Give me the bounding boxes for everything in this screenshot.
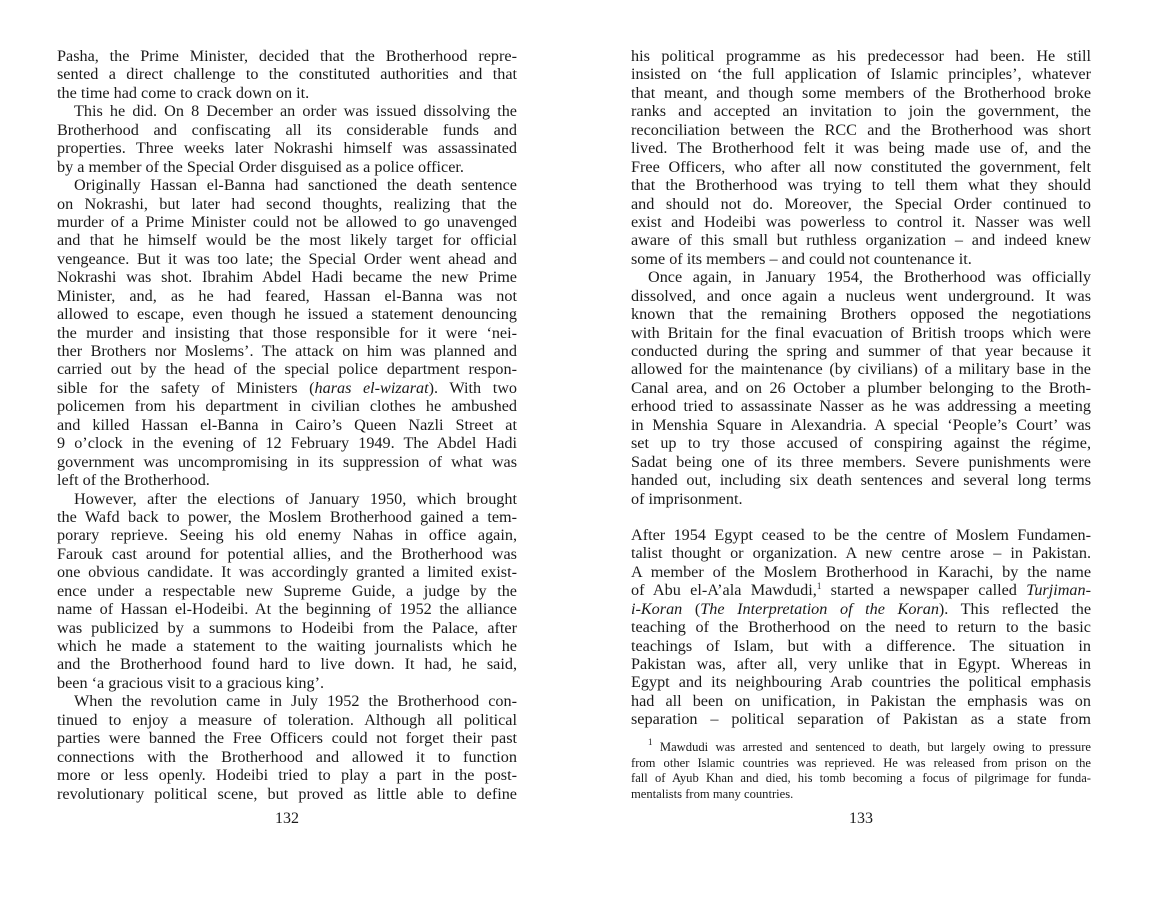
- text-line: that meant, and though some members of the Brotherhood broke: [631, 83, 1091, 102]
- text-line: ranks and accepted an invitation to join the government, the: [631, 102, 1091, 121]
- text-line: lived. The Brotherhood felt it was being made use of, and the: [631, 139, 1091, 158]
- text-line: sible for the safety of Ministers (haras el-wizarat). With two: [57, 378, 517, 397]
- text-line: connections with the Brotherhood and allowed it to function: [57, 747, 517, 766]
- text-line: was publicized by a summons to Hodeibi from the Palace, after: [57, 618, 517, 637]
- text-line: handed out, including six death sentences and several long terms: [631, 471, 1091, 490]
- section-break: [631, 508, 1091, 526]
- left-page-body: [57, 47, 517, 803]
- text-line: Originally Hassan el-Banna had sanctioned the death sentence: [74, 176, 517, 195]
- text-line: the Wafd back to power, the Moslem Brotherhood gained a tem-: [57, 507, 517, 526]
- text-line: Brotherhood and confiscating all its considerable funds and: [57, 120, 517, 139]
- text-line: which he made a statement to the waiting journalists which he: [57, 637, 517, 655]
- text-line: had all been on unification, in Pakistan the emphasis was on: [631, 691, 1091, 710]
- text-line: $^1$ Mawdudi was arrested and sentenced to death, but largely owing to pressure: [648, 737, 1091, 754]
- text-line: of Abu el-A’ala Mawdudi,$^1$ started a newspaper called Turjiman-: [631, 581, 1091, 600]
- text-line: some of its members – and could not countenance it.: [631, 249, 972, 268]
- text-line: aware of this small but ruthless organization – and indeed knew: [631, 231, 1091, 250]
- text-line: policemen from his department in civilian clothes he ambushed: [57, 397, 517, 416]
- italic-title: Turjiman-: [1026, 581, 1091, 600]
- text-line: Once again, in January 1954, the Brotherhood was officially: [648, 268, 1091, 287]
- text-line: one obvious candidate. It was accordingly granted a limited exist-: [57, 563, 517, 582]
- text-line: more or less openly. Hodeibi tried to play a part in the post-: [57, 766, 517, 785]
- text-line: dissolved, and once again a nucleus went underground. It was: [631, 286, 1091, 305]
- text-line: ther Brothers nor Moslems’. The attack on him was planned and: [57, 342, 517, 360]
- text-line: 9 o’clock in the evening of 12 February 1949. The Abdel Hadi: [57, 434, 517, 453]
- footnote: [631, 737, 1091, 802]
- text-line: Pakistan was, after all, very unlike that in Egypt. Whereas in: [631, 655, 1091, 673]
- text-line: i-Koran (The Interpretation of the Koran). This reflected the: [631, 599, 1092, 618]
- italic-term: i-Koran: [631, 599, 683, 618]
- text-line: However, after the elections of January 1950, which brought: [74, 489, 517, 508]
- text-line: fall of Ayub Khan and died, his tomb becoming a focus of pilgrimage for funda-: [631, 771, 1091, 786]
- text-line: Egypt and its neighbouring Arab countries the political emphasis: [631, 673, 1091, 692]
- text-line: by a member of the Special Order disguised as a police officer.: [57, 157, 464, 176]
- text-line: and killed Hassan el-Banna in Cairo’s Queen Nazli Street at: [57, 415, 517, 434]
- italic-term: haras el-wizarat: [314, 378, 429, 397]
- text-line: been ‘a gracious visit to a gracious king’.: [57, 673, 325, 692]
- text-line: When the revolution came in July 1952 the Brotherhood con-: [74, 692, 517, 711]
- text-line: After 1954 Egypt ceased to be the centre of Moslem Fundamen-: [631, 525, 1091, 544]
- page-number-right: 133: [849, 810, 873, 827]
- text-line: in Menshia Square in Alexandria. A special ‘People’s Court’ was: [631, 415, 1091, 434]
- text-line: reconciliation between the RCC and the Brotherhood was short: [631, 120, 1091, 139]
- text-line: Minister, and, as he had feared, Hassan el-Banna was not: [57, 286, 517, 305]
- text-line: insisted on ‘the full application of Islamic principles’, whatever: [631, 65, 1091, 84]
- text-line: ence under a respectable new Supreme Guide, a judge by the: [57, 581, 517, 600]
- text-line: teachings of Islam, but with a difference. The situation in: [631, 636, 1091, 655]
- text-line: set up to try those accused of conspiring against the régime,: [631, 434, 1091, 453]
- text-line: Free Officers, who after all now constituted the government, felt: [631, 157, 1091, 176]
- right-page-body: [631, 47, 1091, 729]
- text-line: erhood tried to assassinate Nasser as he was addressing a meeting: [631, 397, 1091, 416]
- text-line: mentalists from many countries.: [631, 786, 794, 801]
- text-line: vengeance. But it was too late; the Special Order went ahead and: [57, 249, 517, 268]
- text-line: allowed to escape, even though he issued a statement denouncing: [57, 305, 517, 324]
- text-line: name of Hassan el-Hodeibi. At the beginning of 1952 the alliance: [57, 600, 517, 619]
- text-line: of imprisonment.: [631, 489, 743, 508]
- text-line: exist and Hodeibi was powerless to control it. Nasser was well: [631, 212, 1091, 231]
- text-line: his political programme as his predecessor had been. He still: [631, 47, 1091, 65]
- italic-title: The Interpretation of the Koran: [700, 599, 939, 618]
- page-number-left: 132: [275, 810, 299, 827]
- text-line: Sadat being one of its three members. Severe punishments were: [631, 452, 1091, 471]
- text-line: tinued to enjoy a measure of toleration. Although all political: [57, 710, 517, 729]
- text-line: carried out by the head of the special police department respon-: [57, 360, 517, 379]
- text-line: Pasha, the Prime Minister, decided that the Brotherhood repre-: [57, 47, 517, 65]
- text-line: known that the remaining Brothers opposed the negotiations: [631, 305, 1091, 324]
- text-line: teaching of the Brotherhood on the need to return to the basic: [631, 618, 1091, 637]
- text-line: Canal area, and on 26 October a plumber belonging to the Broth-: [631, 378, 1091, 397]
- text-line: revolutionary political scene, but proved as little able to define: [57, 784, 517, 803]
- text-line: and the Brotherhood found hard to live down. It had, he said,: [57, 655, 517, 674]
- text-line: with Britain for the final evacuation of British troops which were: [631, 323, 1091, 342]
- text-line: the time had come to crack down on it.: [57, 83, 310, 102]
- text-line: government was uncompromising in its suppression of what was: [57, 452, 517, 471]
- text-line: murder of a Prime Minister could not be allowed to go unavenged: [57, 212, 517, 231]
- text-line: and should not do. Moreover, the Special Order continued to: [631, 194, 1091, 213]
- text-line: and that he himself would be the most likely target for official: [57, 231, 517, 250]
- text-line: allowed for the maintenance (by civilians) of a military base in the: [631, 360, 1091, 379]
- text-line: porary reprieve. Seeing his old enemy Nahas in office again,: [57, 526, 517, 545]
- text-line: the murder and insisting that those responsible for it were ‘nei-: [57, 323, 517, 342]
- text-line: on Nokrashi, but later had second thoughts, realizing that the: [57, 194, 517, 213]
- text-line: talist thought or organization. A new centre arose – in Pakistan.: [631, 544, 1091, 563]
- text-line: conducted during the spring and summer of that year because it: [631, 342, 1091, 360]
- right-page: [575, 0, 1150, 908]
- text-line: sented a direct challenge to the constituted authorities and that: [57, 65, 517, 84]
- text-line: parties were banned the Free Officers could not forget their past: [57, 729, 517, 748]
- text-line: A member of the Moslem Brotherhood in Karachi, by the name: [631, 562, 1091, 581]
- text-line: Farouk cast around for potential allies, and the Brotherhood was: [57, 544, 517, 563]
- text-line: separation – political separation of Pakistan as a state from: [631, 710, 1091, 729]
- text-line: that the Brotherhood was trying to tell them what they should: [631, 176, 1091, 195]
- footnote-marker: 1: [648, 737, 653, 747]
- text-line: Nokrashi was shot. Ibrahim Abdel Hadi became the new Prime: [57, 268, 517, 287]
- text-line: from other Islamic countries was reprieved. He was released from prison on the: [631, 755, 1091, 770]
- text-line: properties. Three weeks later Nokrashi himself was assassinated: [57, 139, 517, 158]
- text-line: left of the Brotherhood.: [57, 471, 210, 490]
- footnote-reference: 1: [816, 581, 822, 592]
- text-line: This he did. On 8 December an order was issued dissolving the: [74, 102, 517, 121]
